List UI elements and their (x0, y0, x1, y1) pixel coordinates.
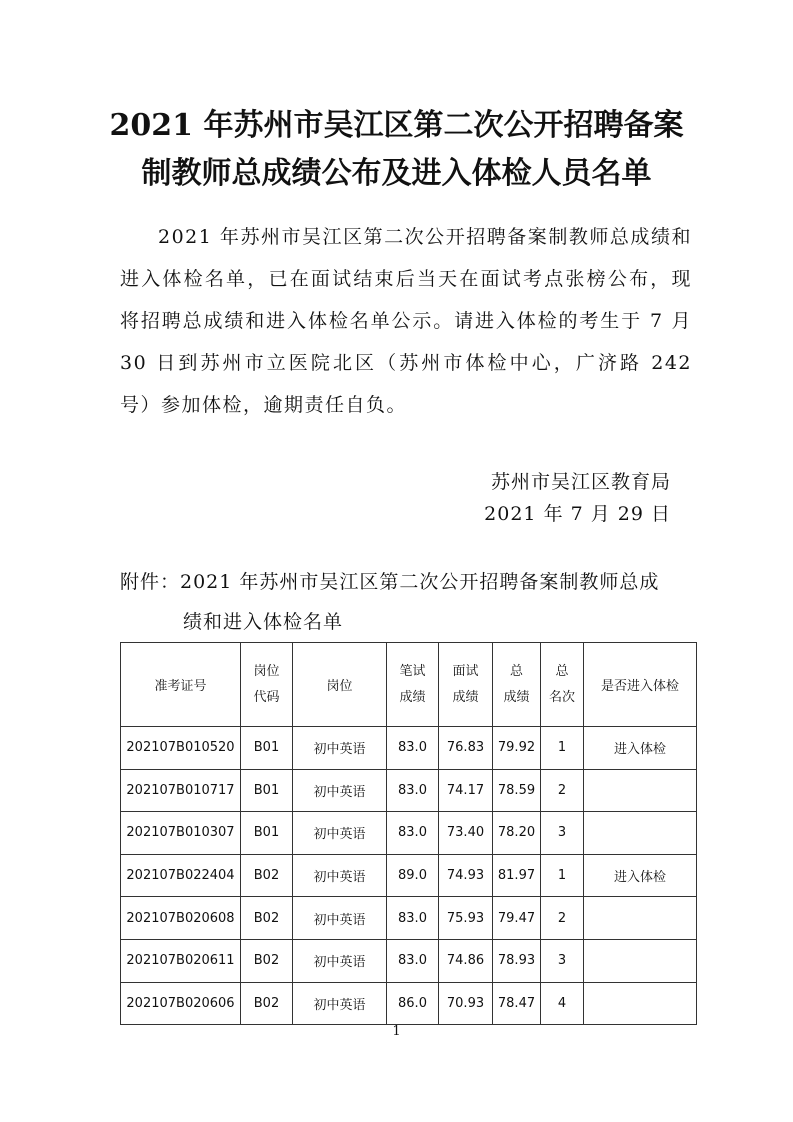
header-interview-line-2: 成绩 (452, 689, 479, 705)
cell-total-score: 78.93 (493, 939, 541, 982)
cell-interview-score: 74.93 (439, 854, 493, 897)
header-written-line-2: 成绩 (399, 689, 426, 705)
cell-post-code: B01 (241, 727, 293, 770)
cell-post: 初中英语 (293, 812, 387, 855)
cell-written-score: 83.0 (387, 727, 439, 770)
attachment-note (120, 562, 700, 642)
header-rank (541, 643, 584, 727)
cell-physical-exam: 进入体检 (584, 854, 697, 897)
cell-post-code: B02 (241, 897, 293, 940)
document-title (0, 102, 793, 198)
cell-rank: 2 (541, 897, 584, 940)
cell-interview-score: 74.86 (439, 939, 493, 982)
cell-physical-exam (584, 897, 697, 940)
cell-post: 初中英语 (293, 982, 387, 1025)
cell-exam-id: 202107B010520 (121, 727, 241, 770)
header-written-score (387, 643, 439, 727)
cell-post: 初中英语 (293, 769, 387, 812)
cell-total-score: 79.47 (493, 897, 541, 940)
announcement-paragraph: 2021 年苏州市吴江区第二次公开招聘备案制教师总成绩和进入体检名单，已在面试结束后当天在面试考点张榜公布，现将招聘总成绩和进入体检名单公示。请进入体检的考生于 7 月 30 日到苏州市立医院北区（苏州市体检中心，广济路 242 号）参加体检，逾期责任自负。 (120, 226, 692, 416)
header-exam-id: 准考证号 (121, 643, 241, 727)
header-interview-line-1: 面试 (452, 663, 479, 679)
cell-exam-id: 202107B022404 (121, 854, 241, 897)
cell-post: 初中英语 (293, 897, 387, 940)
page-number: 1 (392, 1024, 401, 1039)
table-row (121, 727, 697, 770)
cell-written-score: 86.0 (387, 982, 439, 1025)
cell-post-code: B01 (241, 812, 293, 855)
table-row (121, 982, 697, 1025)
cell-interview-score: 76.83 (439, 727, 493, 770)
table-row (121, 897, 697, 940)
header-physical-exam: 是否进入体检 (584, 643, 697, 727)
header-written-line-1: 笔试 (399, 663, 426, 679)
cell-total-score: 79.92 (493, 727, 541, 770)
cell-post: 初中英语 (293, 727, 387, 770)
cell-physical-exam: 进入体检 (584, 727, 697, 770)
cell-total-score: 78.59 (493, 769, 541, 812)
score-table (120, 642, 697, 1025)
cell-interview-score: 73.40 (439, 812, 493, 855)
cell-exam-id: 202107B020606 (121, 982, 241, 1025)
cell-written-score: 83.0 (387, 897, 439, 940)
header-total-line-2: 成绩 (503, 689, 530, 705)
cell-rank: 2 (541, 769, 584, 812)
table-row (121, 812, 697, 855)
cell-post: 初中英语 (293, 854, 387, 897)
signature-date: 2021 年 7 月 29 日 (484, 503, 671, 525)
cell-total-score: 81.97 (493, 854, 541, 897)
cell-total-score: 78.47 (493, 982, 541, 1025)
header-post-code (241, 643, 293, 727)
cell-rank: 3 (541, 812, 584, 855)
cell-exam-id: 202107B010307 (121, 812, 241, 855)
header-post-code-line-2: 代码 (253, 689, 280, 705)
table-row (121, 769, 697, 812)
cell-post-code: B02 (241, 854, 293, 897)
cell-rank: 3 (541, 939, 584, 982)
title-line-2: 制教师总成绩公布及进入体检人员名单 (141, 156, 652, 191)
cell-interview-score: 70.93 (439, 982, 493, 1025)
header-post-code-line-1: 岗位 (253, 663, 280, 679)
cell-rank: 1 (541, 854, 584, 897)
cell-post-code: B01 (241, 769, 293, 812)
cell-written-score: 83.0 (387, 769, 439, 812)
table-header-row (121, 643, 697, 727)
cell-physical-exam (584, 982, 697, 1025)
cell-rank: 4 (541, 982, 584, 1025)
table-row (121, 854, 697, 897)
cell-total-score: 78.20 (493, 812, 541, 855)
cell-exam-id: 202107B010717 (121, 769, 241, 812)
header-interview-score (439, 643, 493, 727)
table-row (121, 939, 697, 982)
header-total-line-1: 总 (509, 663, 523, 679)
cell-exam-id: 202107B020611 (121, 939, 241, 982)
cell-post-code: B02 (241, 982, 293, 1025)
cell-physical-exam (584, 939, 697, 982)
cell-written-score: 83.0 (387, 939, 439, 982)
cell-post-code: B02 (241, 939, 293, 982)
title-line-1: 2021 年苏州市吴江区第二次公开招聘备案 (109, 108, 684, 143)
cell-rank: 1 (541, 727, 584, 770)
attachment-line-1: 附件：2021 年苏州市吴江区第二次公开招聘备案制教师总成 (120, 571, 660, 593)
cell-physical-exam (584, 812, 697, 855)
cell-interview-score: 74.17 (439, 769, 493, 812)
header-rank-line-2: 名次 (548, 689, 575, 705)
header-total-score (493, 643, 541, 727)
cell-physical-exam (584, 769, 697, 812)
header-post: 岗位 (293, 643, 387, 727)
cell-interview-score: 75.93 (439, 897, 493, 940)
cell-post: 初中英语 (293, 939, 387, 982)
cell-written-score: 83.0 (387, 812, 439, 855)
cell-exam-id: 202107B020608 (121, 897, 241, 940)
header-rank-line-1: 总 (555, 663, 569, 679)
cell-written-score: 89.0 (387, 854, 439, 897)
signature-organization: 苏州市吴江区教育局 (490, 471, 671, 493)
attachment-line-2: 绩和进入体检名单 (183, 611, 344, 633)
